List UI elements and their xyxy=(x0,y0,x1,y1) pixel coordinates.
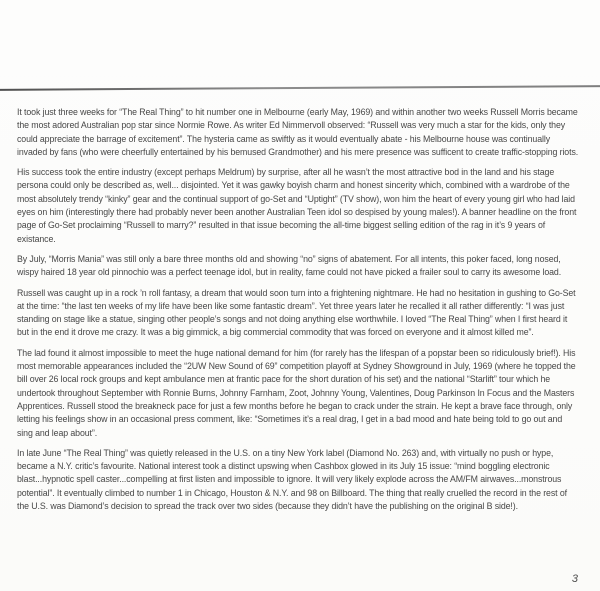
paragraph-5: The lad found it almost impossible to meet the huge national demand for him (for rarely has the lifespan of a popstar been so ridiculously brief!). His most memorable appearances included the “2UW New Sound of 69” competition playoff at Sydney Showground in July, 1969 (where he topped the bill over 26 local rock groups and kept ambulance men at frantic pace for the short duration of his set) and the national “Starlift” tour which he undertook throughout September with Ronnie Burns, Johnny Farnham, Zoot, Johnny Young, Valentines, Doug Parkinson In Focus and the Masters Apprentices. Russell stood the breakneck pace for just a few months before he began to crack under the strain. He kept a brave face through, only letting his feelings show in an occasional press comment, like: “Sometimes it’s a real drag, I get in a bad mood and hate being told to go out and sing and leap about”. xyxy=(17,347,576,438)
paragraph-3: By July, “Morris Mania” was still only a bare three months old and showing “no” signs of abatement. For all intents, this poker faced, long nosed, wispy haired 18 year old pinnochio was a perfect teenage idol, but in reality, fame could not have picked a frailer soul to carry its awesome load. xyxy=(17,253,562,278)
liner-notes-text xyxy=(17,106,579,520)
paragraph-4: Russell was caught up in a rock ’n roll fantasy, a dream that would soon turn into a frightening nightmare. He had no hesitation in gushing to Go-Set at the time: “the last ten weeks of my life have been like some fantastic dream”. Yet three years later he recalled it all rather differently: “I was just standing on stage like a statue, singing other people’s songs and not doing anything else worthwhile. I loved “The Real Thing” when I first heard it but in the end it drove me crazy. It was a big gimmick, a big commercial commodity that was forced on everyone and it almost killed me”. xyxy=(17,287,576,338)
page-number: 3 xyxy=(571,573,578,585)
paragraph-1: It took just three weeks for “The Real Thing” to hit number one in Melbourne (early May, 1969) and within another two weeks Russell Morris became the most adored Australian pop star since Normie Rowe. As writer Ed Nimmervoll observed: “Russell was very much a star for the kids, only they could appreciate the barrage of excitement”. The hysteria came as swiftly as it would eventually abate - his Melbourne house was continually invaded by fans (who were cheerfully entertained by his bemused Grandmother) and his mere presence was sufficent to create traffic-stopping riots. xyxy=(17,107,579,157)
top-divider-rule xyxy=(0,85,600,91)
paragraph-6: In late June “The Real Thing” was quietly released in the U.S. on a tiny New York label (Diamond No. 263) and, with virtually no push or hype, became a N.Y. critic’s favourite. National interest took a distinct upswing when Cashbox glowed in its July 15 issue: “mind boggling electronic blast...hypnotic spell caster...compelling at first listen and impossible to ignore. It will very likely explode across the AM/FM airwaves...monstrous potential”. It eventually climbed to number 1 in Chicago, Houston & N.Y. and 98 on Billboard. The thing that really cruelled the record in the rest of the U.S. was Diamond’s decision to spread the track over two sides (because they didn’t have the publishing on the original B side!). xyxy=(17,447,567,512)
paragraph-2: His success took the entire industry (except perhaps Meldrum) by surprise, after all he wasn’t the most attractive bod in the land and his stage persona could only be described as, well... disjointed. Yet it was gawky boyish charm and honest sincerity which, combined with a wardrobe of the most absolutely trendy “kinky” gear and the continual support of go-Set and “Uptight” (TV show), won him the heart of every young girl who had laid eyes on him (interestingly there had probably never been another Australian Teen idol so despised by young males!). A banner headline on the front page of Go-Set proclaiming “Russell to marry?” resulted in that issue becoming the all-time biggest selling edition of the rag in it’s 9 years of existance. xyxy=(17,167,577,244)
